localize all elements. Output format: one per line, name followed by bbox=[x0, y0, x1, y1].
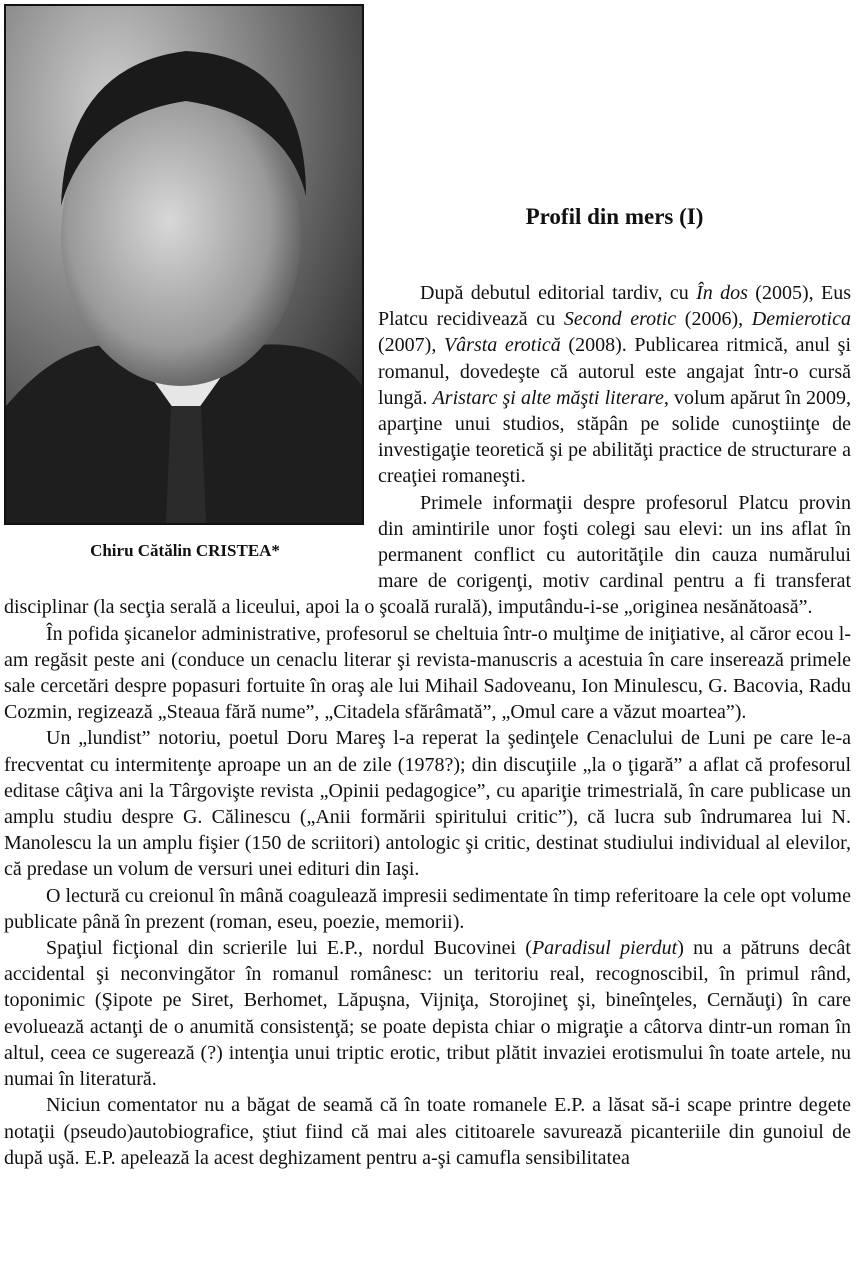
text-segment: În pofida şicanelor administrative, profesorul se cheltuia într-o mulţime de iniţiative, al căror ecou l-am regăsit peste ani (conduce un cenaclu literar şi revista-manuscris a acestuia în care inserează primele sale cercetări despre popasuri fortuite în oraş ale lui Mihail Sadoveanu, Ion Minulescu, G. Bacovia, Radu Cozmin, regizează „Steaua fără nume”, „Citadela sfărâmată”, „Omul care a văzut moartea”). bbox=[4, 622, 851, 724]
paragraph bbox=[4, 725, 851, 882]
book-title: Demierotica bbox=[751, 308, 851, 331]
book-title: Vârsta erotică bbox=[443, 334, 561, 357]
book-title: În dos bbox=[696, 282, 748, 304]
text-segment: , volum apărut în 2009, aparţine unui studios, stăpân pe solide cunoştiinţe de investigaţie teoretică şi pe abilităţi practice de structurare a creaţiei romaneşti. bbox=[378, 386, 852, 488]
author-photo bbox=[4, 4, 364, 525]
text-segment: O lectură cu creionul în mână coagulează impresii sedimentate în timp referitoare la cele opt volume publicate până în prezent (roman, eseu, poezie, memorii). bbox=[4, 884, 851, 933]
text-segment: Un „lundist” notoriu, poetul Doru Mareş l-a reperat la şedinţele Cenaclului de Luni pe care le-a frecventat cu intermitenţe aproape un an de zile (1978?); din discuţiile „la o ţigară” a aflat că profesorul editase câţiva ani la Târgovişte revista „Opinii pedagogice”, cu apariţie trimestrială, în care publicase un amplu studiu despre G. Călinescu („Anii formării spiritului critic”), că lucra sub îndrumarea lui N. Manolescu la un amplu fişier (150 de scriitori) antologic şi critic, destinat studiului individual al elevilor, că predase un volum de versuri unei edituri din Iaşi. bbox=[4, 727, 851, 881]
text-segment: Niciun comentator nu a băgat de seamă că în toate romanele E.P. a lăsat să-i scape printre degete notaţii (pseudo)autobiografice, ştiut fiind că mai ales cititoarele savurează picanteriile din gunoiul de după uşă. E.P. apelează la acest deghizament pentru a-şi camufla sensibilitatea bbox=[4, 1094, 851, 1169]
paragraph bbox=[4, 883, 851, 935]
text-segment: (2007), bbox=[378, 334, 444, 357]
text-segment: Spaţiul ficţional din scrierile lui E.P., nordul Bucovinei ( bbox=[46, 937, 532, 960]
text-segment: ) nu a pătruns decât accidental şi neconvingător în romanul românesc: un teritoriu real, recognoscibil, în primul rând, toponimic (Şipote pe Siret, Berhomet, Lăpuşna, Vijniţa, Storojineţ şi, bineînţeles, Cernăuţi) în care evoluează actanţi de o anumită consistenţă; se poate depista chiar o migraţie a câtorva dintr-un roman în altul, ceea ce sugerează (?) intenţia unui triptic erotic, tribut plătit invaziei erotismului în toate artele, nu numai în literatură. bbox=[4, 937, 851, 1091]
author-photo-block bbox=[4, 4, 370, 592]
article-title: Profil din mers (I) bbox=[525, 204, 704, 229]
text-segment: (2006), bbox=[676, 308, 752, 331]
text-segment: (2008). Publicarea ritmică, anul şi romanul, dovedeşte că autorul este angajat într-o cursă lungă. bbox=[378, 334, 852, 409]
book-title: Aristarc şi alte măşti literare bbox=[432, 386, 664, 409]
text-segment: (2005), Eus Platcu recidivează cu bbox=[378, 282, 851, 331]
photo-caption: Chiru Cătălin CRISTEA* bbox=[90, 541, 280, 560]
paragraph bbox=[4, 621, 851, 726]
book-title: Paradisul pierdut bbox=[531, 937, 678, 960]
book-title: Second erotic bbox=[563, 308, 677, 331]
paragraph bbox=[4, 1092, 851, 1171]
text-segment: Primele informaţii despre profesorul Platcu provin din amintirile unor foşti colegi sau elevi: un ins aflat în permanent conflict cu autorităţile din cauza numărului mare de corigenţi, motiv cardinal pentru a fi transferat disciplinar (la secţia serală a liceului, apoi la o şcoală rurală), imputându-i-se „originea nesănătoasă”. bbox=[4, 491, 851, 619]
paragraph bbox=[4, 935, 851, 1092]
text-segment: După debutul editorial tardiv, cu bbox=[420, 282, 697, 304]
